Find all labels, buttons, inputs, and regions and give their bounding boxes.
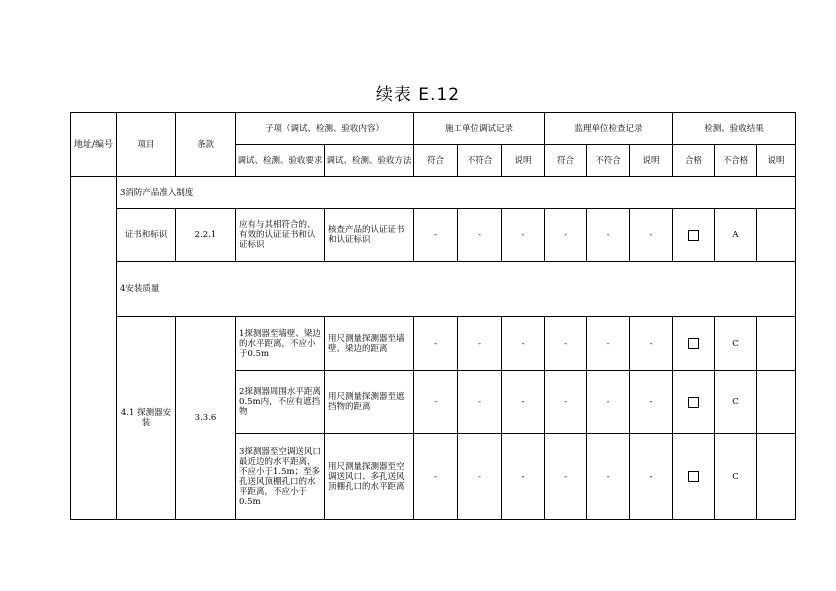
note-cell	[757, 317, 796, 371]
item-cell: 4.1 探测器安装	[117, 317, 176, 520]
dash-cell: -	[587, 317, 630, 371]
qualified-checkbox-cell[interactable]	[673, 317, 715, 371]
header-nonconform: 不符合	[458, 145, 502, 177]
header-conform: 符合	[414, 145, 458, 177]
dash-cell: -	[587, 371, 630, 434]
header-note: 说明	[502, 145, 545, 177]
dash-cell: -	[458, 371, 502, 434]
grade-cell: C	[715, 371, 757, 434]
qualified-checkbox-cell[interactable]	[673, 434, 715, 520]
dash-cell: -	[630, 317, 673, 371]
header-conform: 符合	[545, 145, 587, 177]
requirement-cell: 2探测器周围水平距离0.5m内，不应有遮挡物	[236, 371, 325, 434]
grade-cell: C	[715, 434, 757, 520]
checkbox[interactable]	[688, 471, 699, 482]
dash-cell: -	[587, 209, 630, 262]
grade-cell: C	[715, 317, 757, 371]
grade-cell: A	[715, 209, 757, 262]
method-cell: 用尺测量探测器至墙壁、梁边的距离	[325, 317, 414, 371]
dash-cell: -	[545, 209, 587, 262]
header-location: 地址/编号	[71, 113, 117, 177]
header-requirement: 调试、检测、验收要求	[236, 145, 325, 177]
dash-cell: -	[414, 371, 458, 434]
section-label: 3消防产品准入制度	[117, 177, 796, 209]
dash-cell: -	[587, 434, 630, 520]
header-unqualified: 不合格	[715, 145, 757, 177]
header-item: 项目	[117, 113, 176, 177]
note-cell	[757, 434, 796, 520]
checkbox[interactable]	[688, 397, 699, 408]
header-note: 说明	[630, 145, 673, 177]
dash-cell: -	[458, 317, 502, 371]
qualified-checkbox-cell[interactable]	[673, 209, 715, 262]
checkbox[interactable]	[688, 230, 699, 241]
dash-cell: -	[414, 317, 458, 371]
clause-cell: 2.2.1	[176, 209, 236, 262]
dash-cell: -	[502, 434, 545, 520]
method-cell: 用尺测量探测器至空调送风口、多孔送风顶棚孔口的水平距离	[325, 434, 414, 520]
checkbox[interactable]	[688, 338, 699, 349]
dash-cell: -	[458, 434, 502, 520]
dash-cell: -	[502, 371, 545, 434]
item-cell: 证书和标识	[117, 209, 176, 262]
inspection-table	[70, 112, 796, 520]
header-result: 检测、验收结果	[673, 113, 796, 145]
dash-cell: -	[630, 434, 673, 520]
dash-cell: -	[414, 209, 458, 262]
requirement-cell: 应有与其相符合的、有效的认证证书和认证标识	[236, 209, 325, 262]
method-cell: 用尺测量探测器至遮挡物的距离	[325, 371, 414, 434]
header-note: 说明	[757, 145, 796, 177]
method-cell: 核查产品的认证证书和认证标识	[325, 209, 414, 262]
dash-cell: -	[630, 209, 673, 262]
requirement-cell: 1探测器至墙壁、梁边的水平距离，不应小于0.5m	[236, 317, 325, 371]
section-label: 4安装质量	[117, 262, 796, 317]
clause-cell: 3.3.6	[176, 317, 236, 520]
qualified-checkbox-cell[interactable]	[673, 371, 715, 434]
dash-cell: -	[545, 434, 587, 520]
dash-cell: -	[545, 317, 587, 371]
header-construction: 施工单位调试记录	[414, 113, 545, 145]
requirement-cell: 3探测器至空调送风口最近边的水平距离，不应小于1.5m；至多孔送风顶棚孔口的水平距离，不应小于0.5m	[236, 434, 325, 520]
header-qualified: 合格	[673, 145, 715, 177]
note-cell	[757, 209, 796, 262]
dash-cell: -	[502, 209, 545, 262]
header-nonconform: 不符合	[587, 145, 630, 177]
page-title: 续表 E.12	[375, 85, 461, 105]
header-subitem: 子项（调试、检测、验收内容）	[236, 113, 414, 145]
dash-cell: -	[545, 371, 587, 434]
note-cell	[757, 371, 796, 434]
header-clause: 条款	[176, 113, 236, 177]
dash-cell: -	[458, 209, 502, 262]
dash-cell: -	[414, 434, 458, 520]
location-cell	[71, 177, 117, 520]
dash-cell: -	[502, 317, 545, 371]
dash-cell: -	[630, 371, 673, 434]
header-supervision: 监理单位检查记录	[545, 113, 673, 145]
header-method: 调试、检测、验收方法	[325, 145, 414, 177]
